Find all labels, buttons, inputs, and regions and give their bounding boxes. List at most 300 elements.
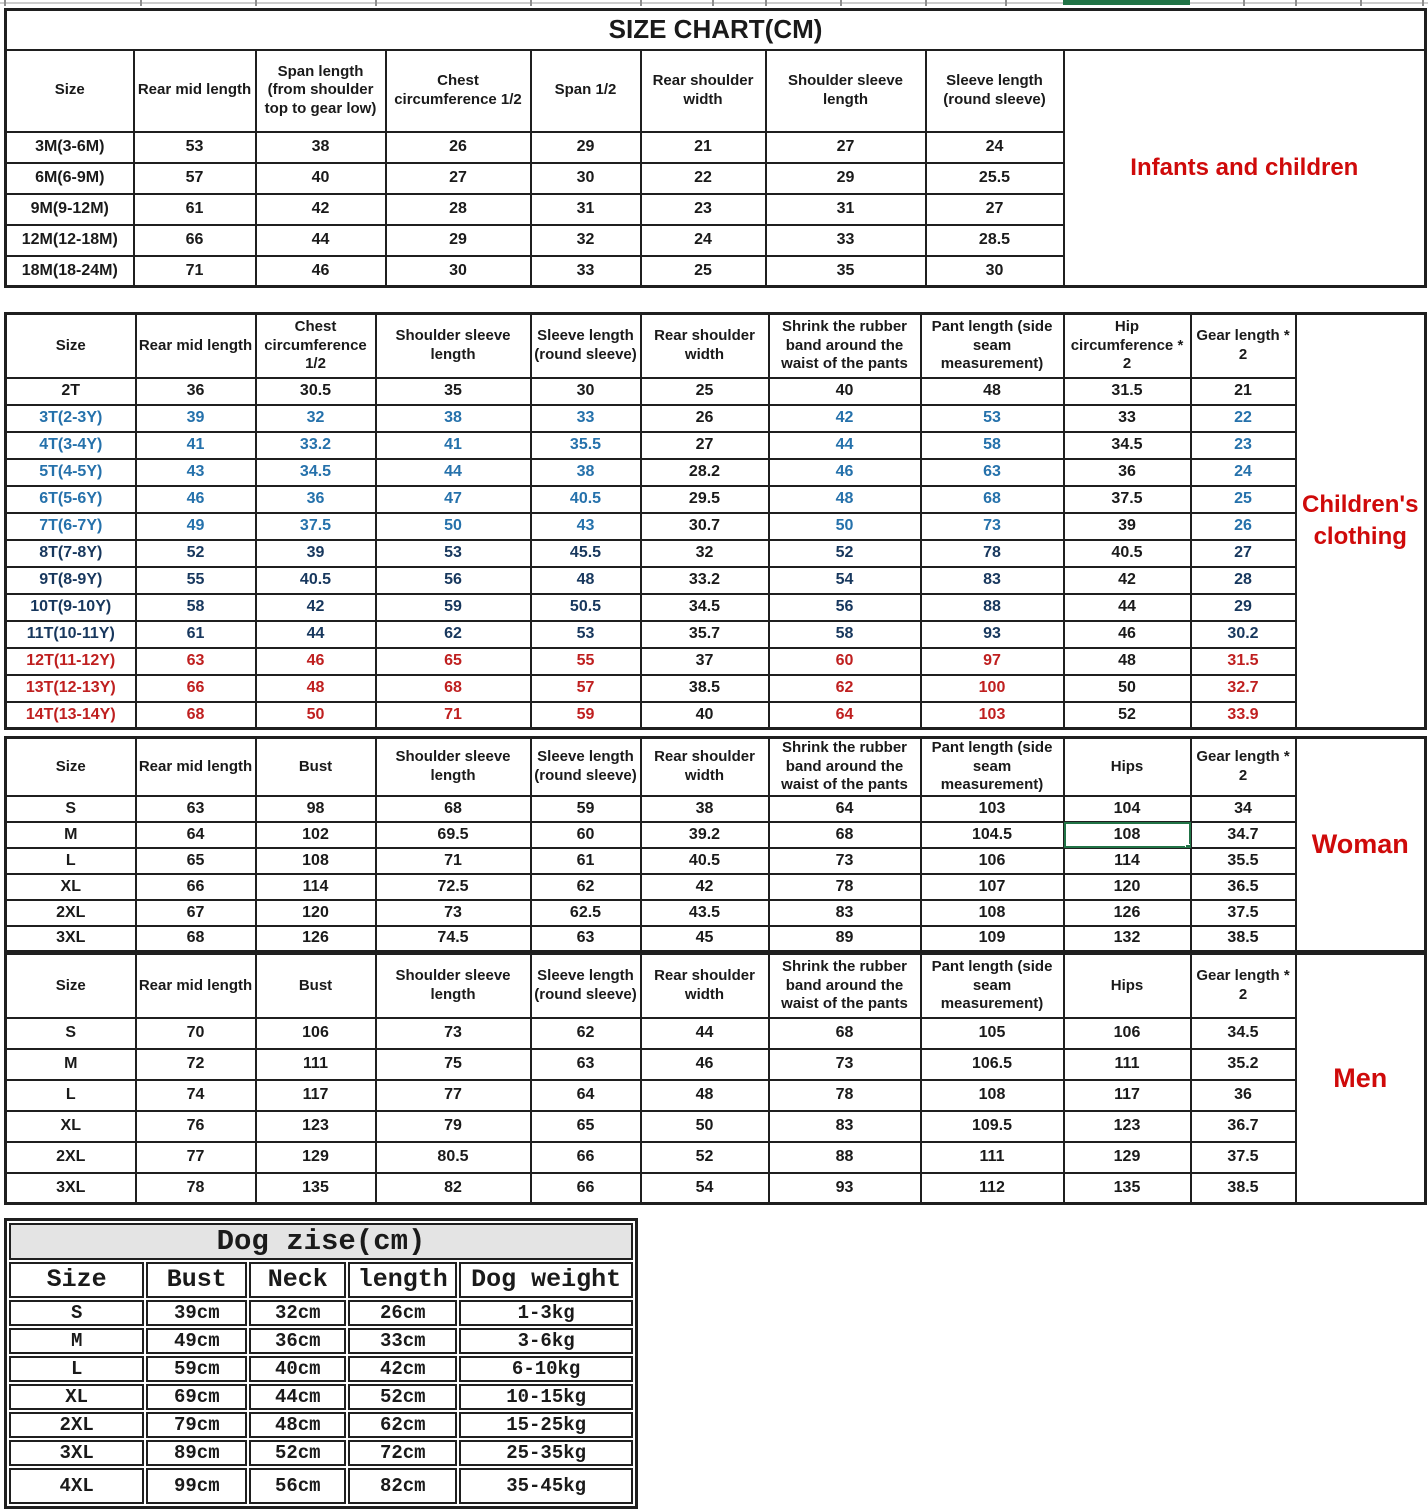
table-cell: 46 <box>769 459 921 486</box>
table-cell: 50 <box>769 513 921 540</box>
row-label: XL <box>6 1111 136 1142</box>
table-cell: 47 <box>376 486 531 513</box>
table-cell: 50 <box>641 1111 769 1142</box>
table-cell: 72cm <box>348 1440 457 1466</box>
table-cell: 71 <box>376 702 531 729</box>
table-cell: 135 <box>256 1173 376 1204</box>
table-cell: 29 <box>766 163 926 194</box>
table-cell: 35.5 <box>1191 848 1296 874</box>
row-label: 11T(10-11Y) <box>6 621 136 648</box>
table-cell: 32 <box>531 225 641 256</box>
table-cell: 108 <box>1064 822 1191 848</box>
table-cell: 132 <box>1064 926 1191 952</box>
table-cell: 83 <box>769 1111 921 1142</box>
table-cell: 103 <box>921 702 1064 729</box>
table-row <box>6 1049 1426 1080</box>
row-label: 3XL <box>9 1440 144 1466</box>
gridline-tick <box>530 0 532 6</box>
row-label: 13T(12-13Y) <box>6 675 136 702</box>
row-label: 12M(12-18M) <box>6 225 134 256</box>
table-cell: 88 <box>769 1142 921 1173</box>
table-row <box>6 459 1426 486</box>
table-cell: 33.9 <box>1191 702 1296 729</box>
table-row <box>9 1356 633 1382</box>
table-row <box>6 702 1426 729</box>
table-cell: 32 <box>256 405 376 432</box>
table-cell: 74 <box>136 1080 256 1111</box>
row-label: L <box>6 848 136 874</box>
table-cell: 129 <box>1064 1142 1191 1173</box>
table-cell: 25 <box>641 256 766 287</box>
table-cell: 114 <box>256 874 376 900</box>
table-cell: 34 <box>1191 796 1296 822</box>
gridline-tick <box>1422 0 1424 6</box>
table-title-row <box>9 1223 633 1260</box>
men-size-table <box>4 952 1427 1205</box>
table-cell: 46 <box>256 648 376 675</box>
table-row <box>6 621 1426 648</box>
table-cell: 50 <box>1064 675 1191 702</box>
table-cell: 36.5 <box>1191 874 1296 900</box>
table-cell: 61 <box>531 848 641 874</box>
table-cell: 80.5 <box>376 1142 531 1173</box>
table-cell: 52cm <box>249 1440 346 1466</box>
table-cell: 25-35kg <box>459 1440 633 1466</box>
table-cell: 27 <box>926 194 1064 225</box>
table-cell: 106.5 <box>921 1049 1064 1080</box>
table-cell: 35 <box>766 256 926 287</box>
row-label: 4XL <box>9 1468 144 1504</box>
table-cell: 36cm <box>249 1328 346 1354</box>
table-cell: 42cm <box>348 1356 457 1382</box>
children-size-table <box>4 312 1427 730</box>
table-cell: 58 <box>921 432 1064 459</box>
row-label: M <box>9 1328 144 1354</box>
table-cell: 44cm <box>249 1384 346 1410</box>
table-cell: 126 <box>1064 900 1191 926</box>
table-cell: 34.5 <box>1064 432 1191 459</box>
row-label: 3T(2-3Y) <box>6 405 136 432</box>
table-cell: 26cm <box>348 1300 457 1326</box>
row-label: 2XL <box>6 1142 136 1173</box>
table-cell: 31 <box>531 194 641 225</box>
table-cell: 105 <box>921 1018 1064 1049</box>
table-cell: 34.5 <box>256 459 376 486</box>
table-cell: 40.5 <box>1064 540 1191 567</box>
table-title: SIZE CHART(CM) <box>6 10 1426 50</box>
woman-size-table <box>4 736 1427 953</box>
table-cell: 109 <box>921 926 1064 952</box>
table-cell: 1-3kg <box>459 1300 633 1326</box>
table-cell: 112 <box>921 1173 1064 1204</box>
table-row <box>9 1440 633 1466</box>
table-cell: 36.7 <box>1191 1111 1296 1142</box>
table-cell: 38 <box>641 796 769 822</box>
table-cell: 48cm <box>249 1412 346 1438</box>
table-cell: 68 <box>769 822 921 848</box>
table-cell: 63 <box>531 1049 641 1080</box>
table-cell: 62cm <box>348 1412 457 1438</box>
table-cell: 32 <box>641 540 769 567</box>
table-cell: 30.5 <box>256 378 376 405</box>
gridline-tick <box>765 0 767 6</box>
table-row <box>9 1300 633 1326</box>
table-cell: 56cm <box>249 1468 346 1504</box>
table-cell: 25.5 <box>926 163 1064 194</box>
table-row <box>6 486 1426 513</box>
row-label: S <box>6 1018 136 1049</box>
row-label: M <box>6 1049 136 1080</box>
table-cell: 68 <box>376 796 531 822</box>
table-cell: 65 <box>376 648 531 675</box>
table-cell: 65 <box>136 848 256 874</box>
table-cell: 52 <box>1064 702 1191 729</box>
column-header: Rear mid length <box>136 314 256 378</box>
gridline-tick <box>1360 0 1362 6</box>
table-cell: 111 <box>256 1049 376 1080</box>
table-cell: 60 <box>769 648 921 675</box>
table-cell: 48 <box>769 486 921 513</box>
column-header: Shrink the rubber band around the waist of the pants <box>769 954 921 1018</box>
table-cell: 71 <box>376 848 531 874</box>
table-cell: 44 <box>256 621 376 648</box>
table-cell: 42 <box>256 194 386 225</box>
column-header: Rear shoulder width <box>641 50 766 132</box>
table-cell: 28 <box>386 194 531 225</box>
table-cell: 73 <box>376 1018 531 1049</box>
gridline-tick <box>140 0 142 6</box>
column-header: Gear length * 2 <box>1191 954 1296 1018</box>
table-cell: 58 <box>136 594 256 621</box>
table-cell: 89cm <box>146 1440 247 1466</box>
column-header: Rear mid length <box>134 50 256 132</box>
table-cell: 39 <box>256 540 376 567</box>
table-cell: 48 <box>641 1080 769 1111</box>
gridline-tick <box>712 0 714 6</box>
dog-size-table <box>4 1218 638 1509</box>
table-header-row <box>6 954 1426 1018</box>
table-cell: 49cm <box>146 1328 247 1354</box>
table-cell: 46 <box>641 1049 769 1080</box>
table-cell: 63 <box>136 796 256 822</box>
table-cell: 46 <box>1064 621 1191 648</box>
table-cell: 38 <box>256 132 386 163</box>
table-cell: 62.5 <box>531 900 641 926</box>
table-cell: 40.5 <box>531 486 641 513</box>
gridline-tick <box>925 0 927 6</box>
table-cell: 62 <box>531 874 641 900</box>
table-cell: 29.5 <box>641 486 769 513</box>
column-header: Bust <box>256 738 376 796</box>
row-label: 2XL <box>9 1412 144 1438</box>
table-cell: 52 <box>136 540 256 567</box>
spreadsheet-top-edge <box>0 0 1428 6</box>
table-cell: 54 <box>769 567 921 594</box>
table-cell: 69cm <box>146 1384 247 1410</box>
column-header: Sleeve length (round sleeve) <box>531 314 641 378</box>
table-row <box>6 513 1426 540</box>
table-cell: 31.5 <box>1191 648 1296 675</box>
table-cell: 40.5 <box>256 567 376 594</box>
table-cell: 33.2 <box>641 567 769 594</box>
column-header: Rear mid length <box>136 954 256 1018</box>
table-cell: 82cm <box>348 1468 457 1504</box>
column-header: Pant length (side seam measurement) <box>921 738 1064 796</box>
table-cell: 59 <box>376 594 531 621</box>
table-row <box>6 1080 1426 1111</box>
row-label: 9T(8-9Y) <box>6 567 136 594</box>
table-cell: 30.7 <box>641 513 769 540</box>
table-cell: 42 <box>769 405 921 432</box>
table-cell: 62 <box>376 621 531 648</box>
table-cell: 43 <box>136 459 256 486</box>
table-cell: 40 <box>256 163 386 194</box>
table-cell: 37 <box>641 648 769 675</box>
table-cell: 55 <box>136 567 256 594</box>
table-cell: 29 <box>531 132 641 163</box>
row-label: XL <box>9 1384 144 1410</box>
table-cell: 29 <box>1191 594 1296 621</box>
table-row <box>6 900 1426 926</box>
table-cell: 71 <box>134 256 256 287</box>
table-row <box>6 540 1426 567</box>
table-cell: 44 <box>641 1018 769 1049</box>
table-cell: 30 <box>531 163 641 194</box>
table-cell: 46 <box>256 256 386 287</box>
table-cell: 68 <box>376 675 531 702</box>
table-row <box>6 874 1426 900</box>
table-cell: 73 <box>769 848 921 874</box>
table-cell: 109.5 <box>921 1111 1064 1142</box>
column-header: Rear shoulder width <box>641 954 769 1018</box>
row-label: 18M(18-24M) <box>6 256 134 287</box>
table-cell: 44 <box>1064 594 1191 621</box>
table-cell: 106 <box>1064 1018 1191 1049</box>
row-label: 7T(6-7Y) <box>6 513 136 540</box>
row-label: XL <box>6 874 136 900</box>
table-cell: 56 <box>376 567 531 594</box>
table-cell: 42 <box>1064 567 1191 594</box>
table-row <box>6 1018 1426 1049</box>
gridline-tick <box>255 0 257 6</box>
table-cell: 103 <box>921 796 1064 822</box>
table-cell: 35-45kg <box>459 1468 633 1504</box>
table-cell: 62 <box>531 1018 641 1049</box>
table-cell: 106 <box>921 848 1064 874</box>
row-label: 3XL <box>6 926 136 952</box>
row-label: 2XL <box>6 900 136 926</box>
table-cell: 82 <box>376 1173 531 1204</box>
table-cell: 66 <box>134 225 256 256</box>
table-cell: 28 <box>1191 567 1296 594</box>
side-label: Men <box>1296 954 1426 1204</box>
table-cell: 63 <box>531 926 641 952</box>
table-cell: 59cm <box>146 1356 247 1382</box>
table-cell: 44 <box>376 459 531 486</box>
table-cell: 117 <box>256 1080 376 1111</box>
row-label: L <box>9 1356 144 1382</box>
column-header: Shoulder sleeve length <box>376 954 531 1018</box>
column-header: Size <box>6 738 136 796</box>
table-cell: 67 <box>136 900 256 926</box>
table-cell: 48 <box>531 567 641 594</box>
table-cell: 79cm <box>146 1412 247 1438</box>
table-cell: 108 <box>921 1080 1064 1111</box>
table-cell: 55 <box>531 648 641 675</box>
column-header: Bust <box>146 1262 247 1298</box>
column-header: Size <box>6 314 136 378</box>
side-label: Woman <box>1296 738 1426 952</box>
table-cell: 89 <box>769 926 921 952</box>
column-header: Shoulder sleeve length <box>766 50 926 132</box>
row-label: 10T(9-10Y) <box>6 594 136 621</box>
column-header: Gear length * 2 <box>1191 314 1296 378</box>
table-cell: 100 <box>921 675 1064 702</box>
table-cell: 32.7 <box>1191 675 1296 702</box>
column-header: Rear shoulder width <box>641 738 769 796</box>
table-cell: 42 <box>641 874 769 900</box>
table-cell: 68 <box>769 1018 921 1049</box>
column-header: Hips <box>1064 954 1191 1018</box>
table-cell: 33 <box>531 405 641 432</box>
table-cell: 38.5 <box>641 675 769 702</box>
table-cell: 33 <box>531 256 641 287</box>
table-cell: 26 <box>1191 513 1296 540</box>
table-cell: 108 <box>256 848 376 874</box>
table-cell: 104.5 <box>921 822 1064 848</box>
table-cell: 54 <box>641 1173 769 1204</box>
table-cell: 99cm <box>146 1468 247 1504</box>
column-header: Sleeve length (round sleeve) <box>531 954 641 1018</box>
table-cell: 25 <box>641 378 769 405</box>
table-cell: 107 <box>921 874 1064 900</box>
table-cell: 36 <box>136 378 256 405</box>
row-label: 14T(13-14Y) <box>6 702 136 729</box>
table-cell: 75 <box>376 1049 531 1080</box>
column-header: Shoulder sleeve length <box>376 738 531 796</box>
table-cell: 6-10kg <box>459 1356 633 1382</box>
table-cell: 35.5 <box>531 432 641 459</box>
row-label: S <box>6 796 136 822</box>
table-cell: 83 <box>769 900 921 926</box>
column-header: Rear shoulder width <box>641 314 769 378</box>
column-header: Bust <box>256 954 376 1018</box>
table-cell: 30.2 <box>1191 621 1296 648</box>
column-header: Hips <box>1064 738 1191 796</box>
table-cell: 46 <box>136 486 256 513</box>
table-cell: 64 <box>769 796 921 822</box>
gridline-tick <box>640 0 642 6</box>
table-cell: 123 <box>1064 1111 1191 1142</box>
row-label: 4T(3-4Y) <box>6 432 136 459</box>
table-cell: 50.5 <box>531 594 641 621</box>
column-header: Pant length (side seam measurement) <box>921 314 1064 378</box>
table-cell: 61 <box>136 621 256 648</box>
table-row <box>6 675 1426 702</box>
table-row <box>6 432 1426 459</box>
table-cell: 30 <box>531 378 641 405</box>
table-cell: 31 <box>766 194 926 225</box>
table-cell: 70 <box>136 1018 256 1049</box>
table-cell: 48 <box>921 378 1064 405</box>
table-cell: 23 <box>1191 432 1296 459</box>
table-cell: 33 <box>766 225 926 256</box>
table-cell: 59 <box>531 796 641 822</box>
table-cell: 57 <box>134 163 256 194</box>
table-cell: 78 <box>136 1173 256 1204</box>
table-row <box>6 567 1426 594</box>
column-header: Span length (from shoulder top to gear low) <box>256 50 386 132</box>
table-cell: 64 <box>136 822 256 848</box>
table-cell: 66 <box>531 1173 641 1204</box>
table-cell: 37.5 <box>1191 900 1296 926</box>
table-cell: 38.5 <box>1191 1173 1296 1204</box>
table-cell: 74.5 <box>376 926 531 952</box>
column-header: Pant length (side seam measurement) <box>921 954 1064 1018</box>
table-cell: 41 <box>376 432 531 459</box>
table-cell: 37.5 <box>1191 1142 1296 1173</box>
column-header: Sleeve length (round sleeve) <box>531 738 641 796</box>
table-cell: 30 <box>386 256 531 287</box>
table-cell: 64 <box>531 1080 641 1111</box>
table-cell: 79 <box>376 1111 531 1142</box>
table-cell: 98 <box>256 796 376 822</box>
table-cell: 27 <box>386 163 531 194</box>
table-cell: 53 <box>921 405 1064 432</box>
table-cell: 50 <box>376 513 531 540</box>
table-cell: 38 <box>531 459 641 486</box>
table-cell: 10-15kg <box>459 1384 633 1410</box>
table-cell: 24 <box>926 132 1064 163</box>
table-cell: 77 <box>136 1142 256 1173</box>
table-cell: 135 <box>1064 1173 1191 1204</box>
table-cell: 73 <box>769 1049 921 1080</box>
table-cell: 63 <box>921 459 1064 486</box>
table-cell: 38.5 <box>1191 926 1296 952</box>
table-cell: 21 <box>641 132 766 163</box>
table-cell: 49 <box>136 513 256 540</box>
table-cell: 27 <box>1191 540 1296 567</box>
table-cell: 39 <box>136 405 256 432</box>
table-cell: 53 <box>376 540 531 567</box>
row-label: 12T(11-12Y) <box>6 648 136 675</box>
table-cell: 57 <box>531 675 641 702</box>
column-header: Dog weight <box>459 1262 633 1298</box>
gridline-tick <box>1005 0 1007 6</box>
table-cell: 108 <box>921 900 1064 926</box>
table-cell: 33.2 <box>256 432 376 459</box>
table-cell: 68 <box>136 702 256 729</box>
table-cell: 66 <box>531 1142 641 1173</box>
infants-size-table <box>4 8 1427 288</box>
table-cell: 106 <box>256 1018 376 1049</box>
row-label: 5T(4-5Y) <box>6 459 136 486</box>
table-cell: 53 <box>134 132 256 163</box>
row-label: 6T(5-6Y) <box>6 486 136 513</box>
table-cell: 45 <box>641 926 769 952</box>
table-cell: 52 <box>769 540 921 567</box>
table-cell: 117 <box>1064 1080 1191 1111</box>
column-header: Shoulder sleeve length <box>376 314 531 378</box>
table-cell: 45.5 <box>531 540 641 567</box>
table-row <box>6 848 1426 874</box>
table-header-row <box>6 314 1426 378</box>
row-label: 8T(7-8Y) <box>6 540 136 567</box>
table-cell: 73 <box>376 900 531 926</box>
table-cell: 37.5 <box>1064 486 1191 513</box>
table-cell: 39.2 <box>641 822 769 848</box>
table-cell: 28.2 <box>641 459 769 486</box>
